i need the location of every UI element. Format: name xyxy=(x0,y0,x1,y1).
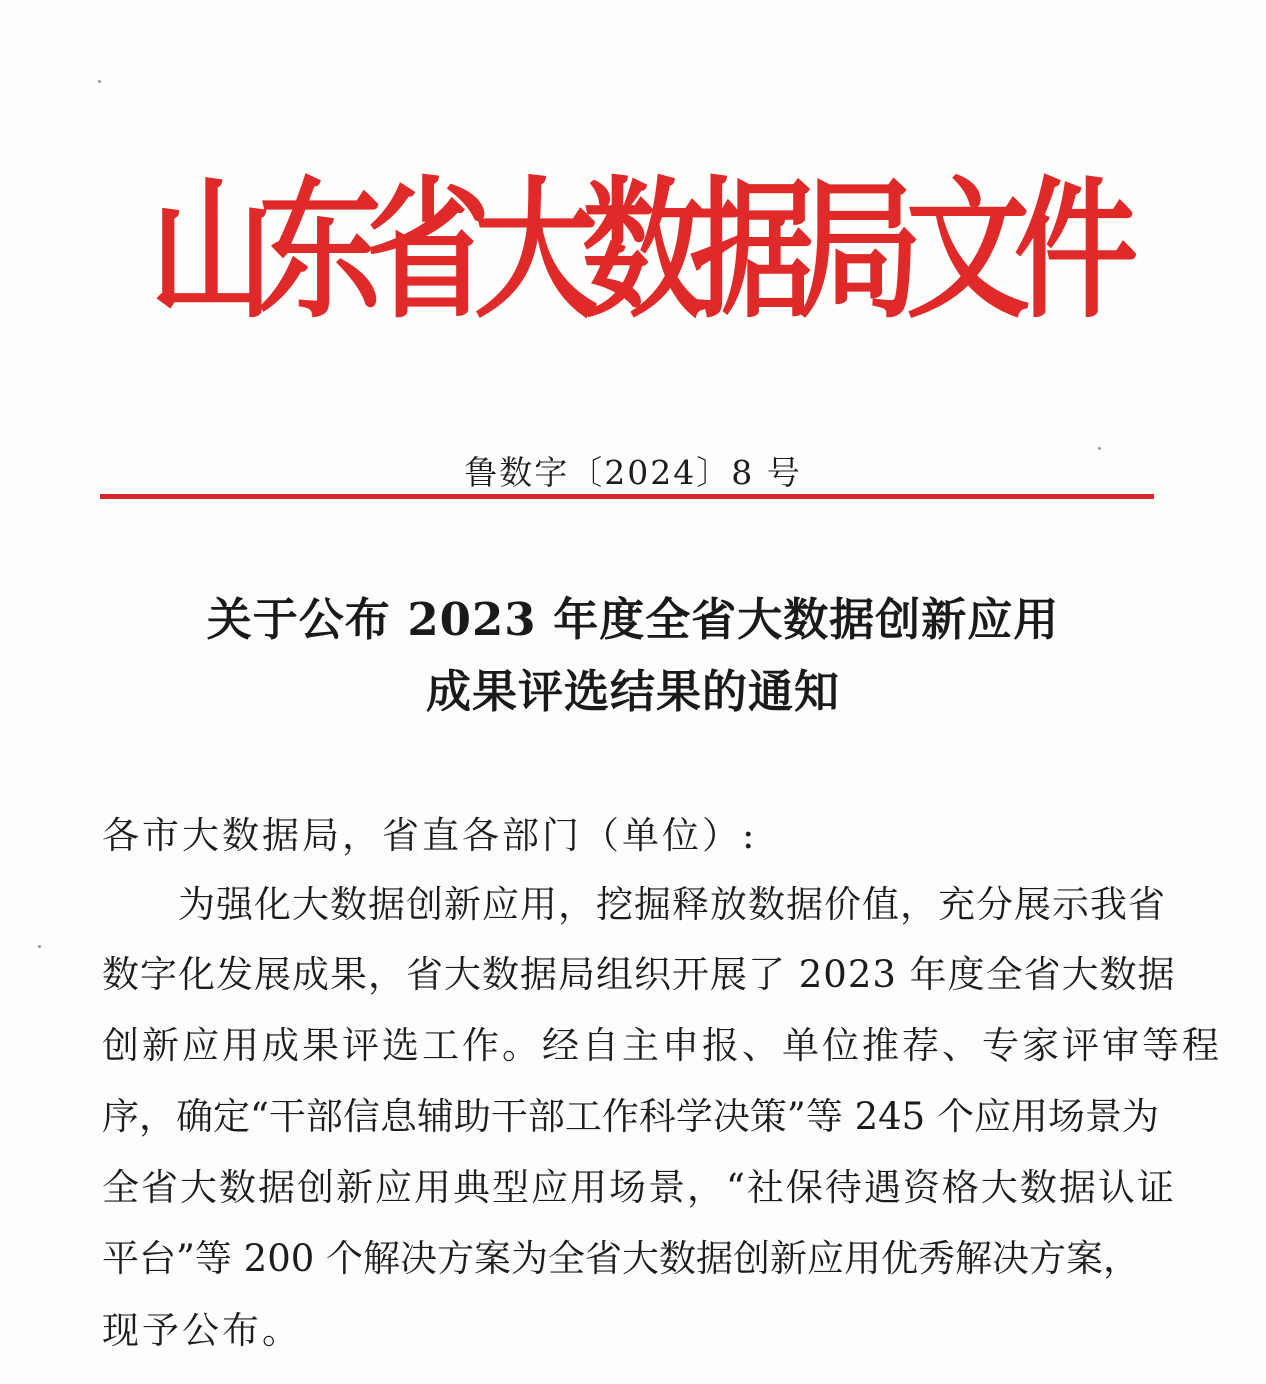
body-line: 为强化大数据创新应用，挖掘释放数据价值，充分展示我省 xyxy=(178,883,1166,926)
red-divider-line xyxy=(100,494,1154,499)
body-line: 现予公布。 xyxy=(102,1309,302,1352)
body-line: 序，确定“干部信息辅助干部工作科学决策”等 245 个应用场景为 xyxy=(102,1095,1159,1138)
masthead-title: 山东省大数据局文件 xyxy=(150,162,1123,340)
body-line: 全省大数据创新应用典型应用场景，“社保待遇资格大数据认证 xyxy=(102,1166,1176,1209)
body-line: 数字化发展成果，省大数据局组织开展了 2023 年度全省大数据 xyxy=(102,953,1176,996)
scan-speck xyxy=(38,945,41,948)
addressee: 各市大数据局，省直各部门（单位）: xyxy=(102,814,758,857)
scan-speck xyxy=(1098,447,1101,450)
notice-title-line-1: 关于公布 2023 年度全省大数据创新应用 xyxy=(206,593,1060,646)
body-line: 平台”等 200 个解决方案为全省大数据创新应用优秀解决方案， xyxy=(102,1237,1141,1280)
document-number: 鲁数字〔2024〕8 号 xyxy=(464,453,802,492)
scan-speck xyxy=(98,80,101,83)
body-line: 创新应用成果评选工作。经自主申报、单位推荐、专家评审等程 xyxy=(102,1024,1222,1067)
notice-title-line-2: 成果评选结果的通知 xyxy=(425,665,840,718)
notice-title xyxy=(0,584,1266,728)
